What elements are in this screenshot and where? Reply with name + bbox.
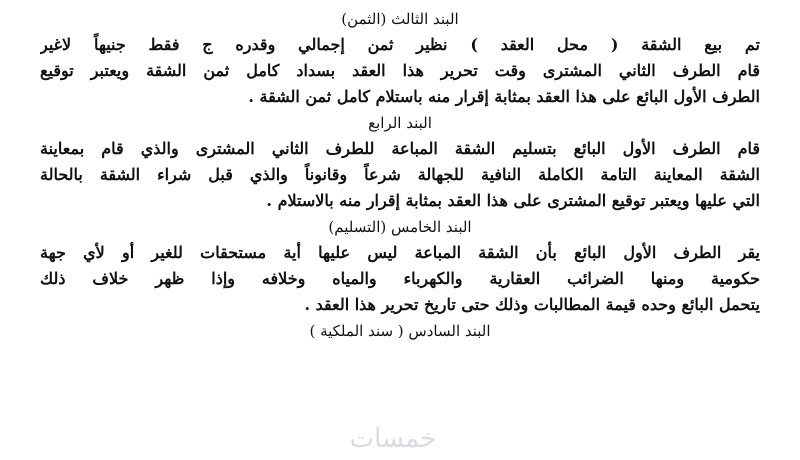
clause-4-line-3: التي عليها ويعتبر توقيع المشترى على هذا العقد بمثابة إقرار منه بالاستلام .	[266, 191, 760, 210]
clause-4-heading: البند الرابع	[368, 114, 432, 132]
clause-3-line-3: الطرف الأول البائع على هذا العقد بمثابة إقرار منه باستلام كامل ثمن الشقة .	[248, 87, 760, 106]
clause-3-line-1: تم بيع الشقة ( محل العقد ) نظير ثمن إجمالي وقدره ج فقط جنيهاً لاغير	[40, 35, 760, 54]
clause-5-line-3: يتحمل البائع وحده قيمة المطالبات وذلك حتى تاريخ تحرير هذا العقد .	[304, 295, 760, 314]
clause-4-line-2: الشقة المعاينة التامة الكاملة النافية للجهالة شرعاً وقانوناً والذي قبل شراء الشقة بالحالة	[40, 165, 760, 184]
clause-3-line-2: قام الطرف الثاني المشترى وقت تحرير هذا العقد بسداد كامل ثمن الشقة ويعتبر توقيع	[40, 61, 760, 80]
clause-6-heading: البند السادس ( سند الملكية )	[309, 322, 491, 340]
clause-5-line-1: يقر الطرف الأول البائع بأن الشقة المباعة ليس عليها أية مستحقات للغير أو لأي جهة	[40, 243, 760, 262]
clause-5-line-2: حكومية ومنها الضرائب العقارية والكهرباء والمياه وخلافه وإذا ظهر خلاف ذلك	[40, 269, 760, 288]
clause-5-heading: البند الخامس (التسليم)	[328, 218, 472, 236]
clause-3-heading: البند الثالث (الثمن)	[341, 10, 459, 28]
watermark-logo: خمسات	[349, 424, 437, 454]
contract-page	[40, 6, 760, 344]
clause-4-line-1: قام الطرف الأول البائع بتسليم الشقة المباعة للطرف الثاني المشترى والذي قام بمعاينة	[40, 139, 760, 158]
